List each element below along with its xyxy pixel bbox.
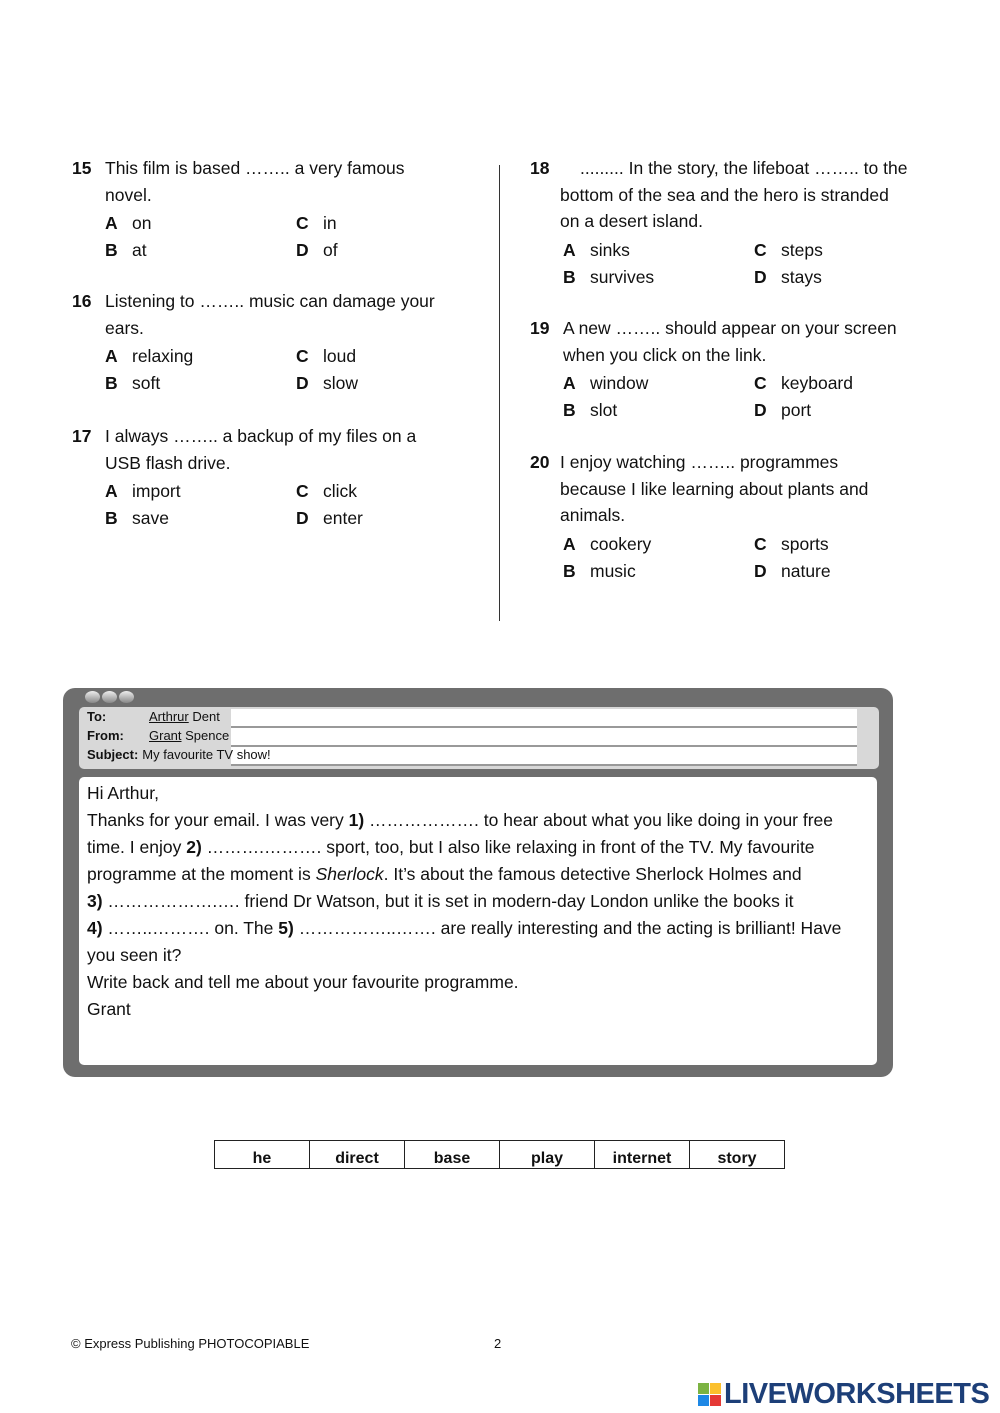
option-d[interactable] bbox=[296, 370, 358, 397]
option-letter: B bbox=[563, 400, 576, 420]
option-letter: D bbox=[754, 560, 767, 581]
question-text: A new …….. should appear on your screen bbox=[563, 318, 897, 338]
option-letter: A bbox=[105, 346, 118, 366]
option-letter: D bbox=[296, 508, 309, 528]
email-line bbox=[87, 972, 519, 993]
email-line bbox=[87, 810, 833, 831]
option-text: on bbox=[132, 213, 152, 233]
question-text: ......... In the story, the lifeboat …….. to the bbox=[580, 158, 908, 178]
option-c[interactable] bbox=[754, 237, 823, 264]
option-b[interactable] bbox=[563, 558, 636, 585]
word-bank-item: he bbox=[215, 1141, 310, 1169]
option-letter: A bbox=[563, 533, 576, 554]
email-line bbox=[87, 999, 131, 1020]
question-text: animals. bbox=[560, 505, 626, 525]
gap-number: 1) bbox=[348, 810, 365, 830]
word-bank-item: base bbox=[405, 1141, 500, 1169]
to-first: Arthrur bbox=[149, 709, 189, 724]
question-number: 17 bbox=[72, 426, 92, 446]
option-letter: A bbox=[105, 213, 118, 233]
option-text: enter bbox=[323, 508, 363, 528]
option-text: save bbox=[132, 508, 169, 528]
option-text: nature bbox=[781, 560, 831, 581]
option-a[interactable] bbox=[563, 237, 630, 264]
question-number: 15 bbox=[72, 158, 92, 178]
subject-text: My favourite TV show! bbox=[142, 747, 271, 762]
question-text: ears. bbox=[105, 317, 144, 338]
option-a[interactable] bbox=[105, 478, 181, 505]
gap-number: 3) bbox=[87, 891, 103, 911]
from-last: Spence bbox=[181, 728, 230, 743]
from-row bbox=[87, 726, 229, 745]
option-c[interactable] bbox=[754, 531, 829, 558]
email-text: programme at the moment is bbox=[87, 864, 316, 884]
question-number: 20 bbox=[530, 452, 550, 472]
option-text: port bbox=[781, 400, 812, 420]
option-c[interactable] bbox=[296, 343, 356, 370]
email-text: Sherlock bbox=[315, 864, 384, 884]
option-letter: A bbox=[105, 481, 118, 501]
gap-number: 4) bbox=[87, 918, 103, 938]
subject-field bbox=[231, 747, 857, 766]
email-text: ……………….…. friend Dr Watson, but it is set in modern-day London unlike the books it bbox=[102, 891, 794, 911]
from-first: Grant bbox=[149, 728, 182, 743]
from-field bbox=[231, 728, 857, 747]
option-text: survives bbox=[590, 266, 655, 287]
option-d[interactable] bbox=[754, 397, 811, 424]
question-text: because I like learning about plants and bbox=[560, 478, 869, 499]
email-text: ……………..……. are really interesting and the acting is brilliant! Have bbox=[293, 918, 842, 938]
option-b[interactable] bbox=[563, 397, 617, 424]
option-text: slot bbox=[590, 400, 618, 420]
email-text: you seen it? bbox=[87, 945, 182, 965]
option-b[interactable] bbox=[105, 237, 147, 264]
option-text: music bbox=[590, 560, 636, 581]
option-b[interactable] bbox=[105, 505, 169, 532]
option-d[interactable] bbox=[754, 558, 831, 585]
to-row bbox=[87, 707, 220, 726]
option-text: in bbox=[323, 213, 337, 233]
email-body bbox=[79, 777, 877, 1065]
email-text: ………………. to hear about what you like doing in your free bbox=[364, 810, 834, 830]
option-c[interactable] bbox=[296, 478, 357, 505]
option-text: sports bbox=[781, 533, 829, 554]
question-text: I always …….. a backup of my files on a bbox=[105, 426, 417, 446]
option-d[interactable] bbox=[296, 237, 338, 264]
option-text: soft bbox=[132, 373, 161, 393]
option-text: steps bbox=[781, 239, 823, 260]
liveworksheets-logo bbox=[698, 1378, 989, 1411]
email-text: Thanks for your email. I was very bbox=[87, 810, 349, 830]
option-letter: B bbox=[563, 560, 576, 581]
to-last: Dent bbox=[188, 709, 220, 724]
copyright: © Express Publishing PHOTOCOPIABLE bbox=[71, 1336, 310, 1351]
option-a[interactable] bbox=[563, 531, 651, 558]
option-letter: B bbox=[105, 373, 118, 393]
option-text: click bbox=[323, 481, 358, 501]
option-letter: C bbox=[754, 239, 767, 260]
question-number: 18 bbox=[530, 158, 550, 178]
option-c[interactable] bbox=[754, 370, 853, 397]
option-letter: C bbox=[296, 481, 309, 501]
option-text: keyboard bbox=[781, 373, 853, 393]
question-text: I enjoy watching …….. programmes bbox=[560, 452, 839, 472]
option-text: stays bbox=[781, 266, 822, 287]
question-text: USB flash drive. bbox=[105, 452, 231, 473]
option-letter: C bbox=[296, 346, 309, 366]
to-label: To: bbox=[87, 709, 107, 724]
word-bank-item: story bbox=[690, 1141, 785, 1169]
email-text: Grant bbox=[87, 999, 131, 1019]
email-line bbox=[87, 783, 159, 804]
question-text: Listening to …….. music can damage your bbox=[105, 291, 435, 311]
to-field bbox=[231, 709, 857, 728]
option-text: sinks bbox=[590, 239, 630, 260]
question-text: This film is based …….. a very famous bbox=[105, 158, 405, 178]
option-letter: C bbox=[754, 373, 767, 393]
question-text: when you click on the link. bbox=[563, 344, 767, 365]
subject-row bbox=[87, 745, 271, 764]
option-d[interactable] bbox=[296, 505, 363, 532]
question-text: novel. bbox=[105, 184, 152, 205]
email-line bbox=[87, 864, 802, 885]
option-text: window bbox=[590, 373, 649, 393]
option-text: at bbox=[132, 240, 147, 260]
option-text: import bbox=[132, 481, 181, 501]
email-line bbox=[87, 918, 841, 939]
option-letter: B bbox=[105, 240, 118, 260]
option-text: loud bbox=[323, 346, 357, 366]
from-label: From: bbox=[87, 728, 124, 743]
option-c[interactable] bbox=[296, 210, 337, 237]
email-header bbox=[79, 707, 879, 769]
option-letter: D bbox=[296, 373, 309, 393]
email-text: ……….………. sport, too, but I also like relaxing in front of the TV. My favourite bbox=[201, 837, 815, 857]
page-number: 2 bbox=[494, 1336, 502, 1351]
gap-number: 5) bbox=[278, 918, 294, 938]
word-bank-item: play bbox=[500, 1141, 595, 1169]
window-dot-icon bbox=[102, 691, 117, 703]
option-letter: C bbox=[296, 213, 309, 233]
option-b[interactable] bbox=[105, 370, 160, 397]
word-bank bbox=[214, 1140, 785, 1169]
word-bank-item: internet bbox=[595, 1141, 690, 1169]
question-number: 19 bbox=[530, 318, 550, 338]
option-letter: D bbox=[296, 240, 309, 260]
option-a[interactable] bbox=[563, 370, 648, 397]
email-window bbox=[63, 688, 893, 1077]
option-letter: B bbox=[105, 508, 118, 528]
option-letter: A bbox=[563, 239, 576, 260]
option-letter: C bbox=[754, 533, 767, 554]
email-line bbox=[87, 891, 793, 912]
option-a[interactable] bbox=[105, 343, 193, 370]
email-text: Write back and tell me about your favourite programme. bbox=[87, 972, 519, 992]
email-line bbox=[87, 837, 815, 858]
option-text: cookery bbox=[590, 533, 652, 554]
option-a[interactable] bbox=[105, 210, 151, 237]
column-divider bbox=[499, 165, 500, 621]
question-text: on a desert island. bbox=[560, 211, 704, 231]
email-text: time. I enjoy bbox=[87, 837, 187, 857]
question-text: bottom of the sea and the hero is stranded bbox=[560, 184, 889, 205]
option-d[interactable] bbox=[754, 264, 822, 291]
window-dot-icon bbox=[119, 691, 134, 703]
option-b[interactable] bbox=[563, 264, 654, 291]
subject-label: Subject: bbox=[87, 747, 139, 762]
email-line bbox=[87, 945, 181, 966]
email-text: ……..………. on. The bbox=[102, 918, 279, 938]
option-letter: D bbox=[754, 400, 767, 420]
option-text: slow bbox=[323, 373, 359, 393]
option-text: relaxing bbox=[132, 346, 194, 366]
email-text: Hi Arthur, bbox=[87, 783, 159, 803]
logo-badge-icon bbox=[698, 1383, 721, 1406]
option-letter: D bbox=[754, 266, 767, 287]
word-bank-item: direct bbox=[310, 1141, 405, 1169]
window-dot-icon bbox=[85, 691, 100, 703]
question-number: 16 bbox=[72, 291, 92, 311]
email-text: . It’s about the famous detective Sherlock Holmes and bbox=[383, 864, 802, 884]
option-letter: A bbox=[563, 373, 576, 393]
logo-text: LIVEWORKSHEETS bbox=[724, 1378, 990, 1410]
window-buttons bbox=[85, 690, 136, 708]
option-letter: B bbox=[563, 266, 576, 287]
gap-number: 2) bbox=[186, 837, 202, 857]
option-text: of bbox=[323, 240, 338, 260]
